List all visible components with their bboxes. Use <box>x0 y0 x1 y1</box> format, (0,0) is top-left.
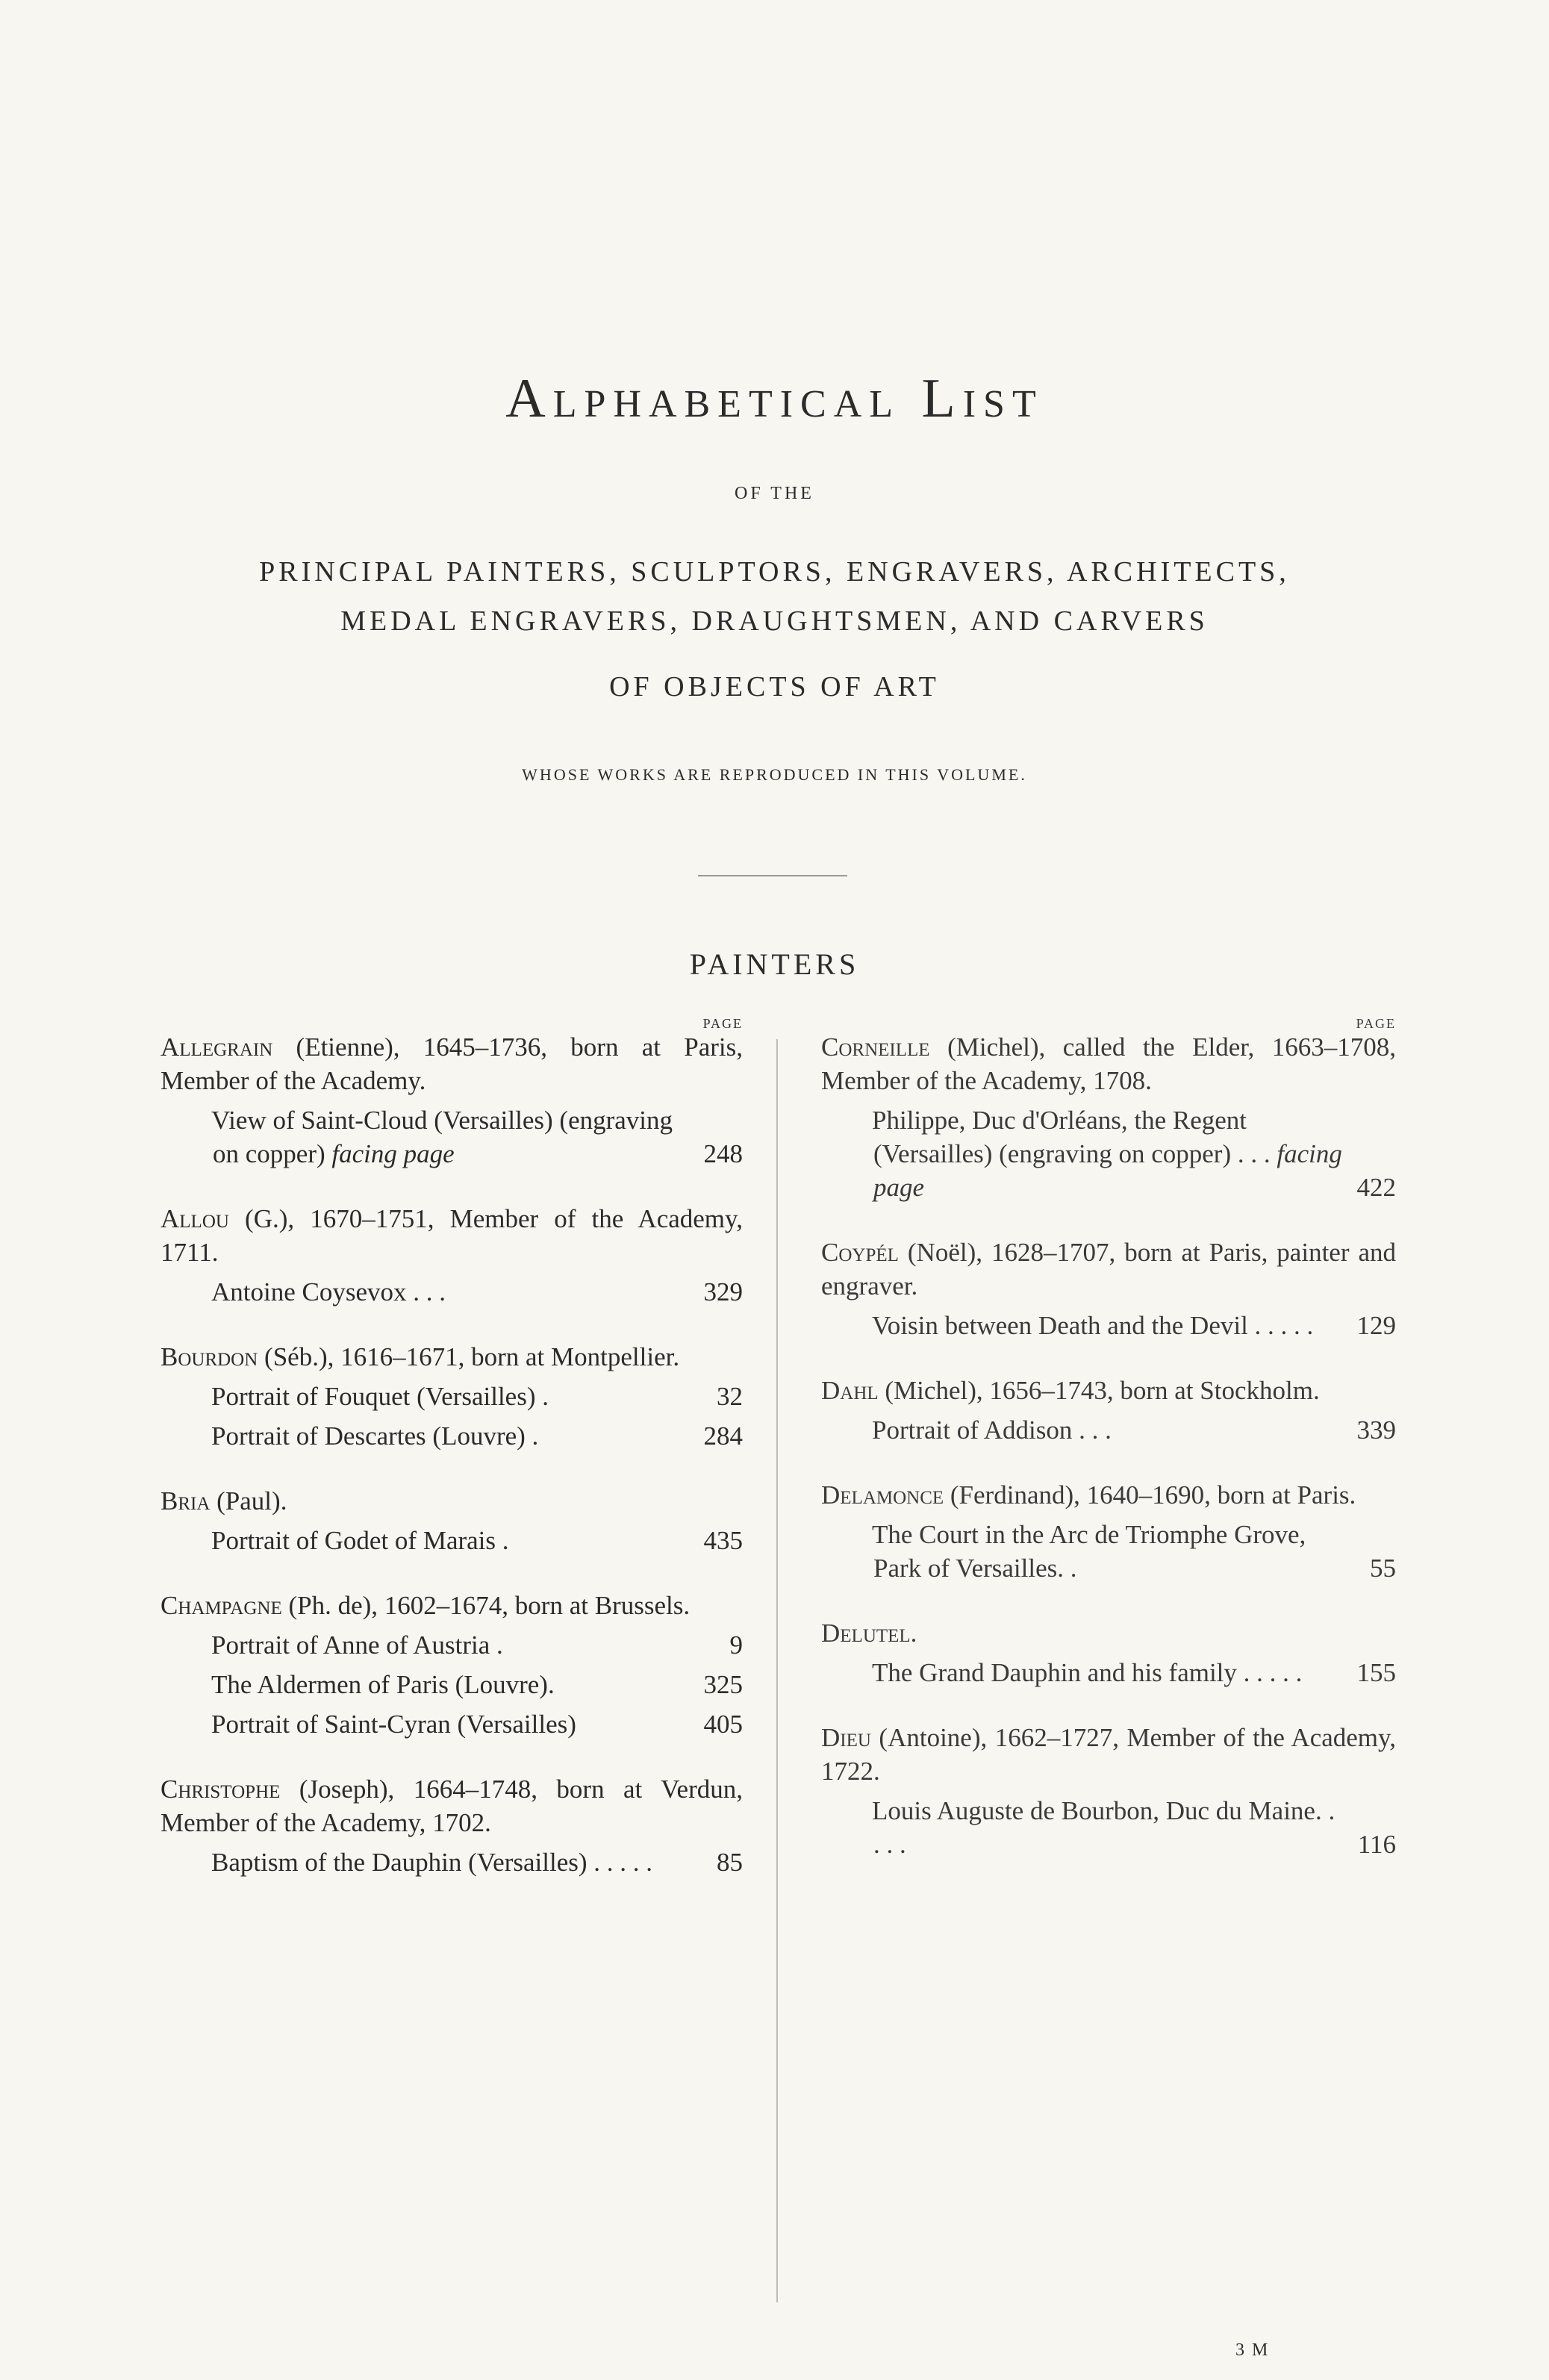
artist-name: Bourdon <box>160 1342 258 1371</box>
artist-name: Coypél <box>821 1238 899 1267</box>
work-title-line <box>213 1845 689 1879</box>
artist-entry <box>160 1030 743 1171</box>
page-number: 32 <box>717 1382 743 1411</box>
work-title-line <box>873 1518 1342 1585</box>
artist-heading <box>821 1374 1396 1407</box>
work-title: Baptism of the Dauphin (Versailles) . . . . . <box>211 1848 653 1877</box>
work-title-line <box>213 1628 689 1662</box>
facing-page-note: facing page <box>873 1139 1342 1202</box>
work-item <box>873 1103 1396 1204</box>
work-title-line <box>873 1309 1342 1342</box>
artist-heading <box>160 1202 743 1269</box>
work-title-line <box>873 1656 1342 1689</box>
artist-details: (Michel), 1656–1743, born at Stockholm. <box>885 1376 1320 1405</box>
work-title: Philippe, Duc d'Orléans, the Regent (Versailles) (engraving on copper) . . . <box>872 1106 1271 1168</box>
work-title: View of Saint-Cloud (Versailles) (engraving on copper) <box>211 1106 673 1168</box>
artist-name: Christophe <box>160 1775 281 1804</box>
work-title-line <box>213 1707 689 1741</box>
artist-heading <box>160 1772 743 1839</box>
artist-heading <box>821 1236 1396 1303</box>
work-title: Louis Auguste de Bourbon, Duc du Maine. . . . . <box>872 1796 1335 1859</box>
artist-entry <box>160 1202 743 1309</box>
title-connector: OF THE <box>735 484 814 503</box>
work-item <box>213 1380 743 1413</box>
artist-details: (Antoine), 1662–1727, Member of the Academy, 1722. <box>821 1723 1397 1786</box>
page-number: 9 <box>729 1630 743 1660</box>
work-title: Portrait of Godet of Marais . <box>211 1526 509 1555</box>
artist-heading <box>160 1030 743 1097</box>
artist-entry <box>821 1478 1396 1585</box>
title-rule <box>698 875 847 876</box>
artist-details: (Paul). <box>216 1486 287 1515</box>
work-title: Portrait of Saint-Cyran (Versailles) <box>211 1710 576 1739</box>
work-title-line <box>213 1380 689 1413</box>
work-title: The Aldermen of Paris (Louvre). <box>211 1670 555 1699</box>
work-title: Portrait of Descartes (Louvre) . <box>211 1421 539 1451</box>
subtitle-line-3: OF OBJECTS OF ART <box>609 671 940 703</box>
work-title-line <box>873 1413 1342 1447</box>
work-title-line <box>213 1419 689 1453</box>
page-number: 155 <box>1356 1658 1396 1687</box>
work-title: Voisin between Death and the Devil . . . . . <box>872 1311 1314 1340</box>
work-title-line <box>873 1794 1342 1861</box>
work-title-line <box>213 1103 689 1171</box>
artist-details: (Séb.), 1616–1671, born at Montpellier. <box>264 1342 680 1371</box>
work-item <box>213 1419 743 1453</box>
page-column-label: PAGE <box>1356 1016 1396 1031</box>
artist-heading <box>821 1721 1396 1788</box>
artist-heading <box>160 1340 743 1374</box>
work-title: Portrait of Fouquet (Versailles) . <box>211 1382 549 1411</box>
work-item <box>213 1103 743 1171</box>
page-number: 329 <box>703 1277 743 1306</box>
artist-entry <box>160 1340 743 1453</box>
artist-details: (Noël), 1628–1707, born at Paris, painter and engraver. <box>821 1238 1397 1300</box>
page-number: 422 <box>1356 1173 1396 1202</box>
work-item <box>873 1309 1396 1342</box>
artist-name: Dahl <box>821 1376 879 1405</box>
subtitle-line-2: MEDAL ENGRAVERS, DRAUGHTSMEN, AND CARVERS <box>340 605 1209 637</box>
page-column-label: PAGE <box>702 1016 743 1031</box>
page-number: 325 <box>703 1670 743 1699</box>
artist-details: (Etienne), 1645–1736, born at Paris, Member of the Academy. <box>160 1032 744 1095</box>
work-title-line <box>213 1275 689 1309</box>
work-title: The Grand Dauphin and his family . . . . . <box>872 1658 1303 1687</box>
subtitle-line-1: PRINCIPAL PAINTERS, SCULPTORS, ENGRAVERS, ARCHITECTS, <box>259 556 1290 588</box>
left-column <box>160 1017 743 1910</box>
page-title: Alphabetical List <box>505 368 1044 429</box>
artist-entry <box>821 1030 1396 1204</box>
artist-entry <box>821 1236 1396 1342</box>
work-item <box>213 1668 743 1701</box>
page-number: 116 <box>1357 1830 1396 1859</box>
artist-entry <box>821 1374 1396 1447</box>
work-item <box>873 1518 1396 1585</box>
artist-name: Champagne <box>160 1591 282 1620</box>
signature-mark: 3 M <box>1235 2340 1270 2360</box>
work-title-line <box>873 1103 1342 1204</box>
work-title: Portrait of Anne of Austria . <box>211 1630 503 1660</box>
artist-name: Dieu <box>821 1723 871 1752</box>
artist-heading <box>821 1030 1396 1097</box>
artist-details: (Ph. de), 1602–1674, born at Brussels. <box>288 1591 691 1620</box>
work-title: Antoine Coysevox . . . <box>211 1277 446 1306</box>
page-number: 248 <box>703 1139 743 1168</box>
work-item <box>873 1656 1396 1689</box>
artist-entry <box>160 1589 743 1741</box>
artist-details: (Ferdinand), 1640–1690, born at Paris. <box>950 1480 1356 1510</box>
artist-heading <box>821 1478 1396 1512</box>
artist-name: Bria <box>160 1486 211 1515</box>
work-item <box>873 1794 1396 1861</box>
artist-name: Corneille <box>821 1032 930 1062</box>
artist-name: Delamonce <box>821 1480 944 1510</box>
page-number: 55 <box>1370 1554 1396 1583</box>
artist-heading <box>821 1616 1396 1650</box>
artist-entry <box>160 1772 743 1879</box>
column-divider <box>776 1039 778 2302</box>
right-column <box>821 1017 1396 1893</box>
scope-note: WHOSE WORKS ARE REPRODUCED IN THIS VOLUME. <box>522 765 1027 784</box>
page-number: 129 <box>1356 1311 1396 1340</box>
artist-heading <box>160 1589 743 1622</box>
artist-details: (Michel), called the Elder, 1663–1708, Member of the Academy, 1708. <box>821 1032 1397 1095</box>
page-number: 339 <box>1356 1415 1396 1445</box>
work-title: Portrait of Addison . . . <box>872 1415 1112 1445</box>
page-number: 435 <box>703 1526 743 1555</box>
work-item <box>213 1524 743 1557</box>
work-item <box>213 1845 743 1879</box>
page-number: 405 <box>703 1710 743 1739</box>
work-item <box>213 1628 743 1662</box>
artist-entry <box>160 1484 743 1557</box>
work-title-line <box>213 1668 689 1701</box>
artist-name: Allegrain <box>160 1032 273 1062</box>
artist-entry <box>821 1721 1396 1861</box>
artist-details: (G.), 1670–1751, Member of the Academy, 1711. <box>160 1204 743 1267</box>
work-item <box>213 1707 743 1741</box>
section-title: PAINTERS <box>689 947 860 981</box>
artist-details: (Joseph), 1664–1748, born at Verdun, Member of the Academy, 1702. <box>160 1775 743 1837</box>
work-item <box>213 1275 743 1309</box>
page-number: 85 <box>717 1848 743 1877</box>
facing-page-note: facing page <box>331 1139 455 1168</box>
artist-entry <box>821 1616 1396 1689</box>
work-title: The Court in the Arc de Triomphe Grove, Park of Versailles. . <box>872 1520 1306 1583</box>
artist-heading <box>160 1484 743 1518</box>
artist-name: Allou <box>160 1204 229 1233</box>
artist-name: Delutel. <box>821 1619 917 1648</box>
work-title-line <box>213 1524 689 1557</box>
work-item <box>873 1413 1396 1447</box>
page-number: 284 <box>703 1421 743 1451</box>
